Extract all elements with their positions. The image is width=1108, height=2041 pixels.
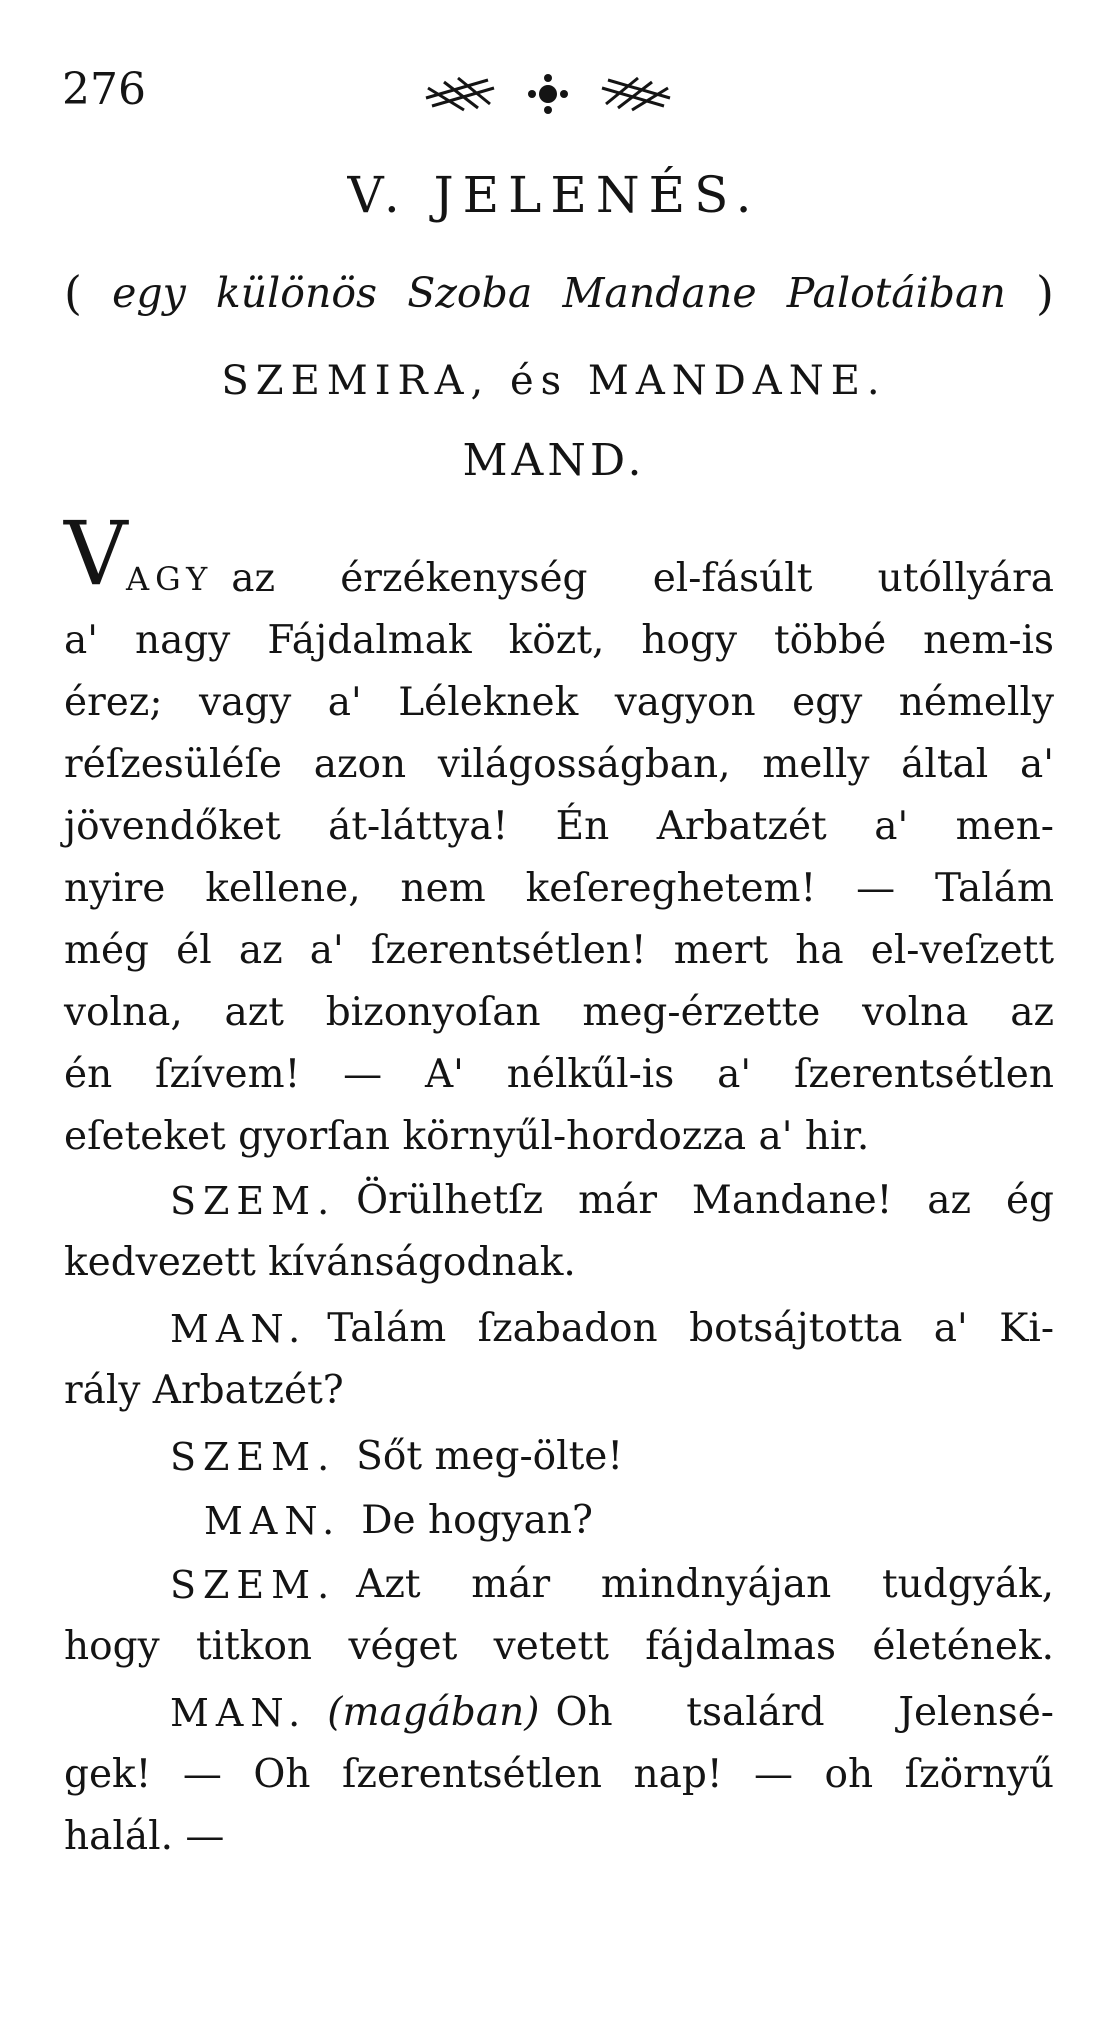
scene-title: V. JELENÉS.	[347, 166, 761, 224]
line-text: volna, azt bizonyoſan meg-érzette volna az	[64, 990, 1054, 1035]
dialogue-line	[64, 1360, 1054, 1422]
line-text: jövendőket át-láttya! Én Arbatzét a' men-	[64, 804, 1054, 849]
dialogue-text: Azt már mindnyájan tudgyák,	[356, 1562, 1054, 1607]
drop-cap: V	[64, 502, 128, 605]
setting-open-paren: (	[64, 266, 82, 320]
stage-setting	[64, 262, 1054, 324]
line-text: az érzékenység el-fásúlt utóllyára	[231, 556, 1054, 601]
line-text: réſzesüléſe azon világosságban, melly által a'	[64, 742, 1054, 787]
setting-word: Szoba	[407, 269, 533, 317]
dialogue-line	[170, 1682, 1054, 1744]
setting-word: Palotáiban	[786, 269, 1006, 317]
dialogue-text: De hogyan?	[361, 1498, 593, 1543]
character-list: SZEMIRA, és MANDANE.	[221, 358, 887, 404]
dialogue-line	[170, 1554, 1054, 1616]
dialogue-line	[64, 1232, 1054, 1294]
text-line	[64, 796, 1054, 858]
dialogue-line	[170, 1170, 1054, 1232]
speaker-name: MAN.	[204, 1499, 342, 1543]
dialogue-line	[204, 1490, 1054, 1552]
text-line	[64, 858, 1054, 920]
text-line	[126, 548, 1054, 610]
speaker-name: SZEM.	[170, 1179, 337, 1223]
speaker-heading: MAND.	[462, 435, 646, 486]
dialogue-text: Sőt meg-ölte!	[356, 1434, 624, 1479]
text-line	[64, 1106, 1054, 1168]
speaker-name: SZEM.	[170, 1563, 337, 1607]
line-text: nyire kellene, nem keſereghetem! — Talám	[64, 866, 1054, 911]
dialogue-text: Oh tsalárd Jelensé-	[555, 1690, 1054, 1735]
ornament-icon	[418, 68, 678, 118]
dialogue-line	[170, 1298, 1054, 1360]
dialogue-line	[64, 1744, 1054, 1806]
dialogue-continuation: halál. —	[64, 1814, 225, 1859]
stage-direction: (magában)	[327, 1690, 540, 1735]
dialogue-text: Talám ſzabadon botsájtotta a' Ki-	[327, 1306, 1054, 1351]
text-line	[64, 734, 1054, 796]
text-line	[64, 610, 1054, 672]
line-text: érez; vagy a' Léleknek vagyon egy némelly	[64, 680, 1054, 725]
setting-word: egy	[112, 269, 186, 317]
dialogue-continuation: rály Arbatzét?	[64, 1368, 344, 1413]
dialogue-continuation: hogy titkon véget vetett fájdalmas életének.	[64, 1624, 1054, 1669]
line-text: eſeteket gyorſan környűl-hordozza a' hir.	[64, 1114, 870, 1159]
speaker-name: MAN.	[170, 1307, 308, 1351]
text-line	[64, 1044, 1054, 1106]
opening-word-rest: AGY	[126, 560, 214, 598]
dialogue-text: Örülhetſz már Mandane! az ég	[356, 1178, 1054, 1223]
setting-word: különös	[215, 269, 378, 317]
dialogue-continuation: kedvezett kívánságodnak.	[64, 1240, 576, 1285]
page-number: 276	[62, 64, 146, 115]
dialogue-continuation: gek! — Oh ſzerentsétlen nap! — oh ſzörnyű	[64, 1752, 1054, 1797]
dialogue-line	[64, 1616, 1054, 1678]
line-text: még él az a' ſzerentsétlen! mert ha el-veſzett	[64, 928, 1054, 973]
line-text: a' nagy Fájdalmak közt, hogy többé nem-is	[64, 618, 1054, 663]
setting-word: Mandane	[562, 269, 757, 317]
dialogue-line	[170, 1426, 1054, 1488]
text-line	[64, 920, 1054, 982]
text-line	[64, 672, 1054, 734]
line-text: én ſzívem! — A' nélkűl-is a' ſzerentsétlen	[64, 1052, 1054, 1097]
speaker-name: MAN.	[170, 1691, 308, 1735]
speaker-name: SZEM.	[170, 1435, 337, 1479]
setting-close-paren: )	[1036, 266, 1054, 320]
text-line	[64, 982, 1054, 1044]
dialogue-line	[64, 1806, 1054, 1868]
